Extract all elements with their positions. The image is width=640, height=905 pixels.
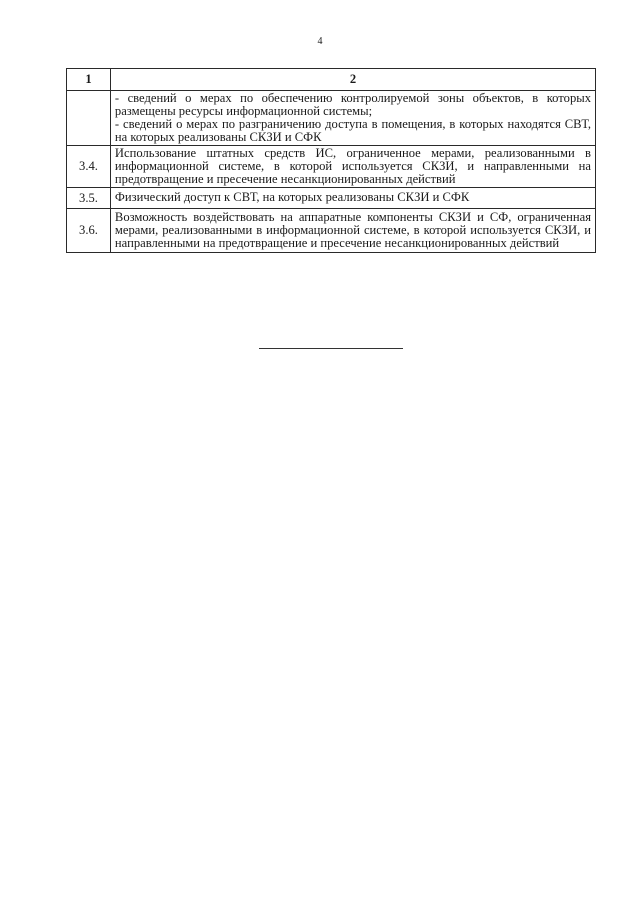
row-paragraph: - сведений о мерах по разграничению доступа в помещения, в которых находятся СВТ, на которых реализованы СКЗИ и СФК (114, 117, 591, 144)
row-paragraph: Использование штатных средств ИС, ограниченное мерами, реализованными в информационной системе, в которой используется СКЗИ, и направленными на предотвращение и пресечение несанкционированных действий (114, 146, 591, 186)
row-content (110, 146, 595, 188)
row-number: 3.4. (67, 146, 111, 188)
row-number (67, 91, 111, 146)
row-content (110, 209, 595, 253)
table-header-row (67, 69, 596, 91)
column-header-1: 1 (67, 69, 111, 91)
row-paragraph: Возможность воздействовать на аппаратные компоненты СКЗИ и СФ, ограниченная мерами, реализованными в информационной системе, в которой используется СКЗИ, и направленными на предотвращение и пресечение несанкционированных действий (114, 210, 591, 250)
column-header-2: 2 (110, 69, 595, 91)
table-row (67, 188, 596, 209)
end-divider-line (259, 348, 403, 349)
table-row (67, 209, 596, 253)
table-row (67, 146, 596, 188)
requirements-table (66, 68, 596, 253)
row-content (110, 188, 595, 209)
row-content (110, 91, 595, 146)
table-row (67, 91, 596, 146)
page-number: 4 (317, 36, 323, 47)
row-paragraph: Физический доступ к СВТ, на которых реализованы СКЗИ и СФК (114, 190, 470, 204)
row-number: 3.5. (67, 188, 111, 209)
row-number: 3.6. (67, 209, 111, 253)
row-paragraph: - сведений о мерах по обеспечению контролируемой зоны объектов, в которых размещены ресурсы информационной системы; (114, 91, 591, 118)
